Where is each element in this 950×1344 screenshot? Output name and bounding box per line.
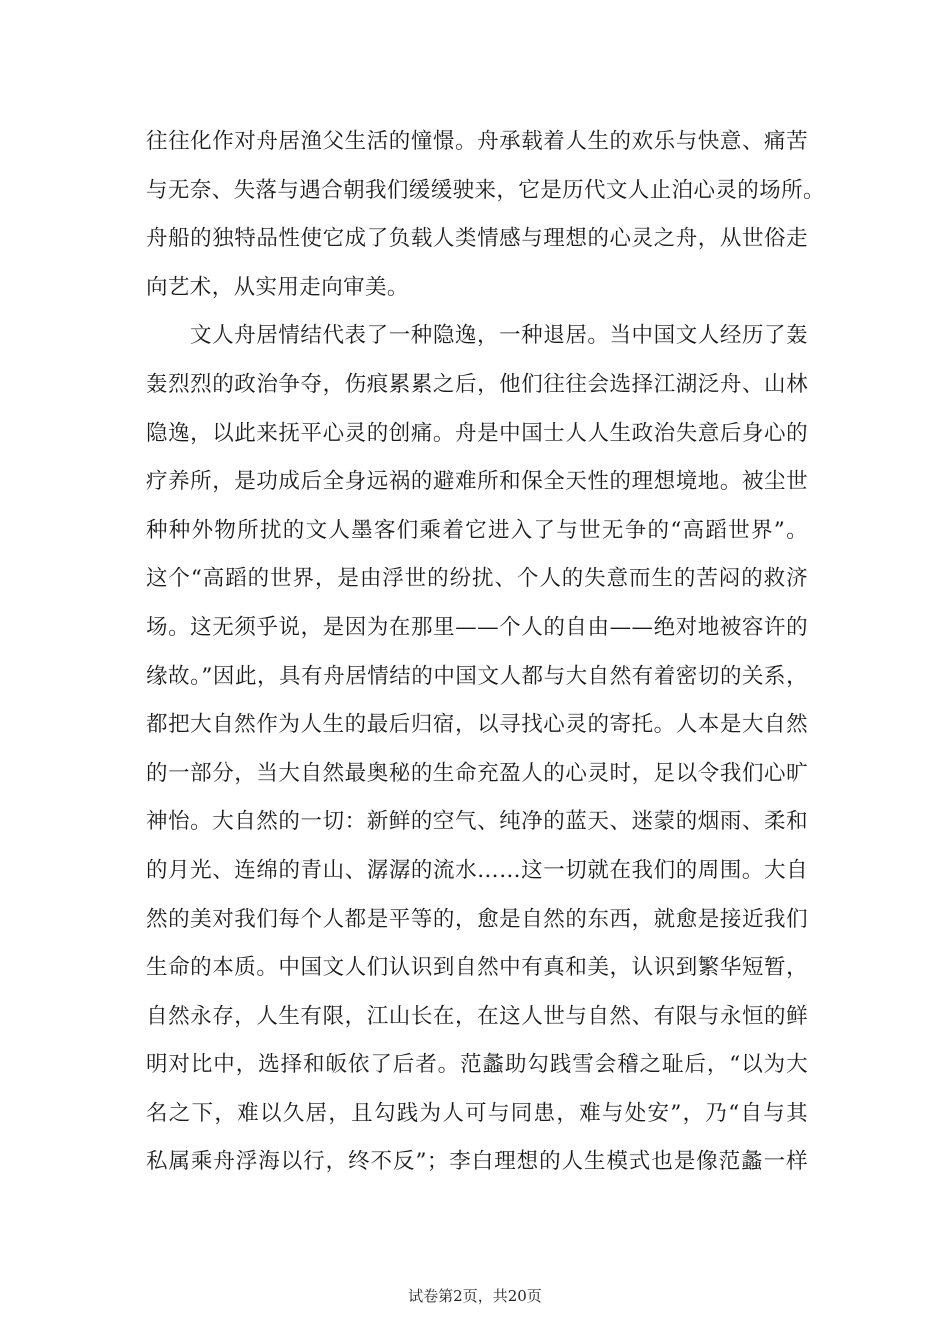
page-footer: 试卷第2页，共20页 — [408, 1287, 542, 1305]
text-line: 神怡。大自然的一切：新鲜的空气、纯净的蓝天、迷蒙的烟雨、柔和 — [146, 809, 808, 835]
text-line: 场。这无须乎说，是因为在那里——个人的自由——绝对地被容许的 — [146, 614, 808, 640]
paragraph-2 — [146, 312, 808, 1187]
text-line: 文人舟居情结代表了一种隐逸，一种退居。当中国文人经历了轰 — [190, 323, 808, 349]
text-line: 名之下，难以久居，且勾践为人可与同患，难与处安”，乃“自与其 — [146, 1100, 808, 1126]
text-line: 向艺术，从实用走向审美。 — [146, 274, 409, 300]
text-line: 明对比中，选择和皈依了后者。范蠡助勾践雪会稽之耻后，“以为大 — [146, 1052, 808, 1078]
text-line: 的月光、连绵的青山、潺潺的流水……这一切就在我们的周围。大自 — [146, 857, 808, 883]
text-line: 自然永存，人生有限，江山长在，在这人世与自然、有限与永恒的鲜 — [146, 1003, 808, 1029]
text-line: 然的美对我们每个人都是平等的，愈是自然的东西，就愈是接近我们 — [146, 906, 808, 932]
text-line: 私属乘舟浮海以行，终不反”；李白理想的人生模式也是像范蠡一样 — [146, 1149, 808, 1175]
text-line: 隐逸，以此来抚平心灵的创痛。舟是中国士人人生政治失意后身心的 — [146, 420, 808, 446]
text-line: 往往化作对舟居渔父生活的憧憬。舟承载着人生的欢乐与快意、痛苦 — [146, 129, 808, 154]
text-line: 的一部分，当大自然最奥秘的生命充盈人的心灵时，足以令我们心旷 — [146, 760, 808, 786]
text-line: 疗养所，是功成后全身远祸的避难所和保全天性的理想境地。被尘世 — [146, 469, 808, 495]
paragraph-1 — [146, 118, 825, 312]
text-line: 与无奈、失落与遇合朝我们缓缓驶来，它是历代文人止泊心灵的场所。 — [146, 177, 825, 203]
body-text — [146, 118, 825, 1187]
text-line: 生命的本质。中国文人们认识到自然中有真和美，认识到繁华短暂， — [146, 955, 808, 981]
text-line: 种种外物所扰的文人墨客们乘着它进入了与世无争的“高蹈世界”。 — [146, 517, 808, 543]
text-line: 舟船的独特品性使它成了负载人类情感与理想的心灵之舟，从世俗走 — [146, 226, 808, 252]
text-line: 轰烈烈的政治争夺，伤痕累累之后，他们往往会选择江湖泛舟、山林 — [146, 371, 808, 397]
text-line: 这个“高蹈的世界，是由浮世的纷扰、个人的失意而生的苦闷的救济 — [146, 566, 808, 592]
text-line: 缘故。”因此，具有舟居情结的中国文人都与大自然有着密切的关系， — [146, 663, 808, 689]
text-line: 都把大自然作为人生的最后归宿，以寻找心灵的寄托。人本是大自然 — [146, 712, 808, 738]
